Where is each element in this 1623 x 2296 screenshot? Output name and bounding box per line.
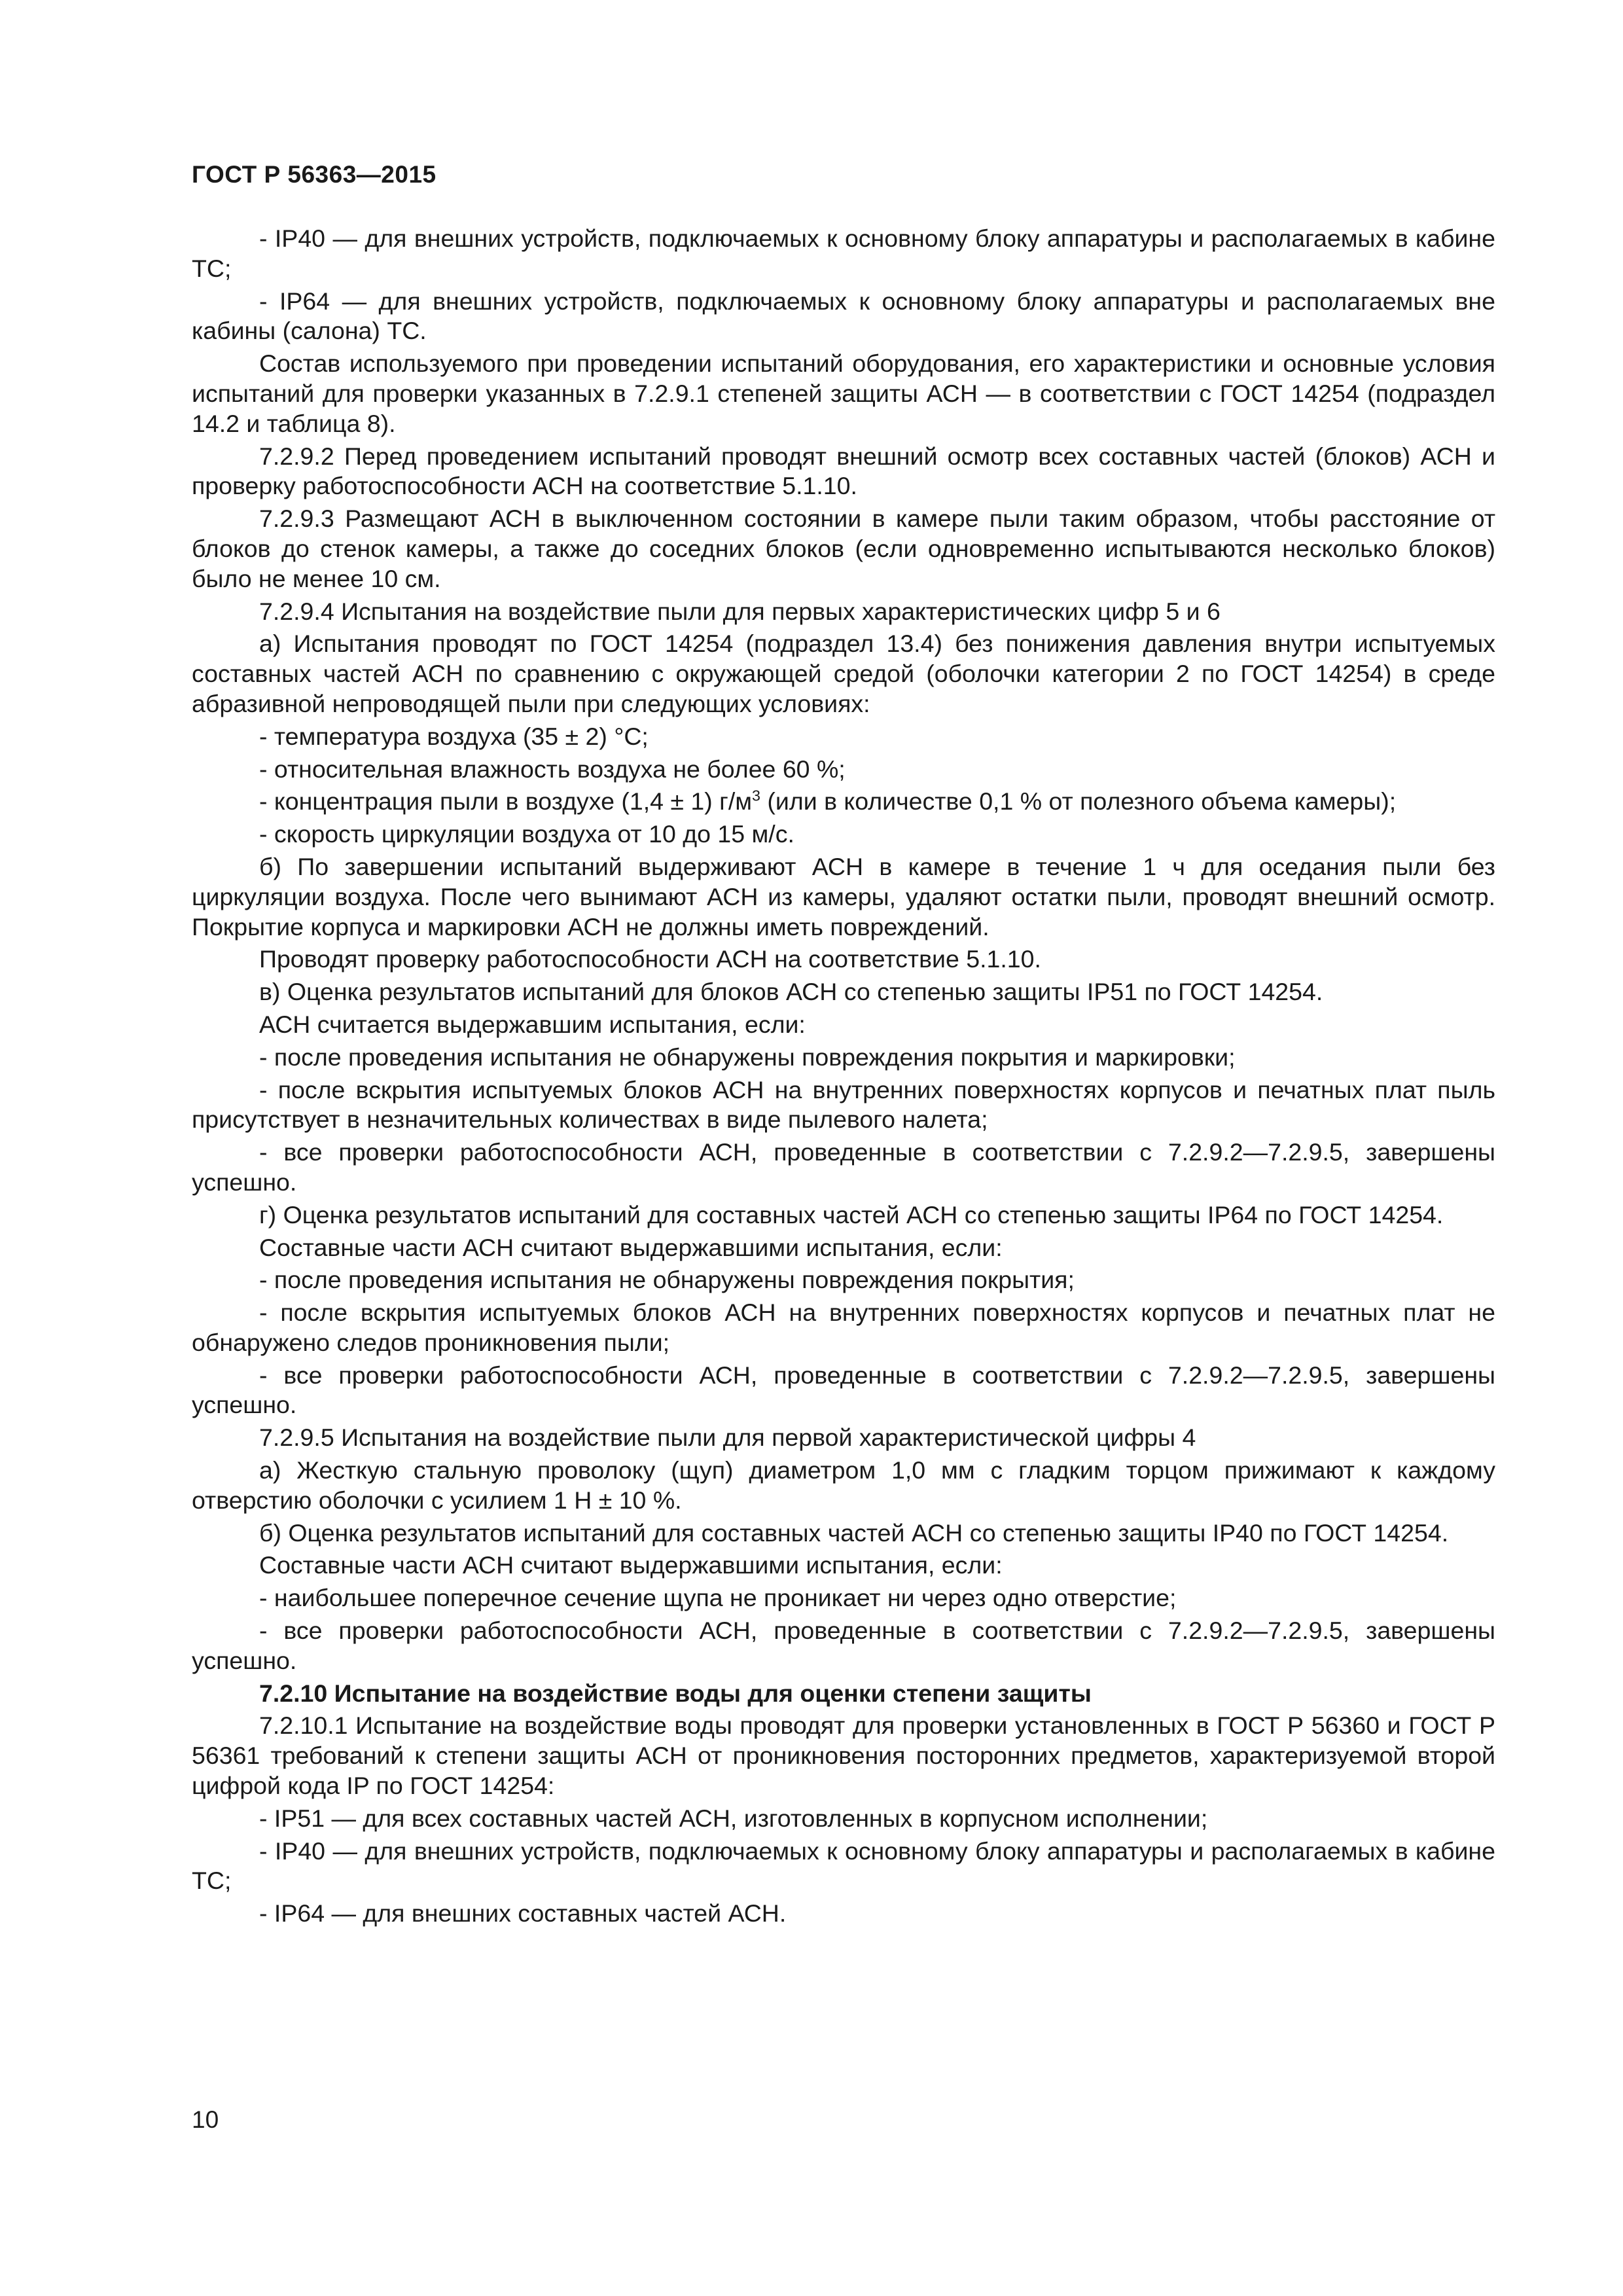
paragraph [192,1551,1495,1581]
paragraph-text: 7.2.9.2 Перед проведением испытаний проводят внешний осмотр всех составных частей (блоков) АСН и проверку работоспособности АСН на соответствие 5.1.10. [192,442,1495,500]
paragraph-text: - после вскрытия испытуемых блоков АСН на внутренних поверхностях корпусов и печатных плат не обнаружено следов проникновения пыли; [192,1299,1495,1356]
paragraph [192,349,1495,439]
paragraph [192,1043,1495,1073]
paragraph-text: б) Оценка результатов испытаний для составных частей АСН со степенью защиты IP40 по ГОСТ 14254. [259,1518,1449,1547]
paragraph-text: г) Оценка результатов испытаний для составных частей АСН со степенью защиты IP64 по ГОСТ 14254. [259,1200,1444,1229]
paragraph-text: 7.2.9.5 Испытания на воздействие пыли для первой характеристической цифры 4 [259,1424,1196,1452]
paragraph-text: - все проверки работоспособности АСН, проведенные в соответствии с 7.2.9.2—7.2.9.5, завершены успешно. [192,1138,1495,1196]
paragraph-text: 7.2.10 Испытание на воздействие воды для оценки степени защиты [259,1679,1092,1707]
paragraph-text: - скорость циркуляции воздуха от 10 до 15 м/с. [259,820,794,848]
paragraph-text: - после проведения испытания не обнаружены повреждения покрытия и маркировки; [259,1043,1236,1071]
paragraph [192,1518,1495,1549]
paragraph-text-continued: (или в количестве 0,1 % от полезного объема камеры); [760,787,1397,816]
paragraph-text: - все проверки работоспособности АСН, проведенные в соответствии с 7.2.9.2—7.2.9.5, завершены успешно. [192,1617,1495,1674]
paragraph [192,1899,1495,1929]
paragraph [192,1804,1495,1834]
paragraph [192,1233,1495,1263]
page-number: 10 [192,2106,219,2133]
paragraph-text: - IP40 — для внешних устройств, подключаемых к основному блоку аппаратуры и располагаемых в кабине ТС; [192,1837,1495,1895]
document-body [192,224,1495,1931]
paragraph [192,1361,1495,1421]
paragraph-text: - IP64 — для внешних составных частей АСН. [259,1899,787,1928]
superscript: 3 [752,787,760,804]
paragraph [192,1837,1495,1897]
paragraph-text: - после проведения испытания не обнаружены повреждения покрытия; [259,1266,1075,1294]
paragraph [192,1616,1495,1676]
paragraph [192,287,1495,347]
paragraph [192,1010,1495,1040]
paragraph [192,977,1495,1007]
paragraph [192,1711,1495,1801]
paragraph-text: - после вскрытия испытуемых блоков АСН на внутренних поверхностях корпусов и печатных плат пыль присутствует в незначительных количествах в виде пылевого налета; [192,1075,1495,1134]
paragraph-text: 7.2.9.4 Испытания на воздействие пыли для первых характеристических цифр 5 и 6 [259,597,1221,625]
paragraph-text: - температура воздуха (35 ± 2) °C; [259,722,649,750]
paragraph-text: - наибольшее поперечное сечение щупа не проникает ни через одно отверстие; [259,1584,1177,1612]
paragraph-text: в) Оценка результатов испытаний для блоков АСН со степенью защиты IP51 по ГОСТ 14254. [259,978,1323,1006]
paragraph-text: 7.2.9.3 Размещают АСН в выключенном состоянии в камере пыли таким образом, чтобы расстояние от блоков до стенок камеры, а также до соседних блоков (если одновременно испытываются несколько блоков) было не менее 10 см. [192,505,1495,592]
paragraph [192,1423,1495,1453]
paragraph [192,1298,1495,1358]
paragraph-text: Составные части АСН считают выдержавшими испытания, если: [259,1551,1003,1579]
paragraph [192,597,1495,627]
paragraph [192,944,1495,975]
paragraph [192,852,1495,942]
paragraph-text: Составные части АСН считают выдержавшими испытания, если: [259,1233,1003,1261]
paragraph-text: - IP51 — для всех составных частей АСН, изготовленных в корпусном исполнении; [259,1804,1208,1832]
paragraph-text: Состав используемого при проведении испытаний оборудования, его характеристики и основные условия испытаний для проверки указанных в 7.2.9.1 степеней защиты АСН — в соответствии с ГОСТ 14254 (подраздел 14.2 и таблица 8). [192,350,1495,437]
paragraph-text: - относительная влажность воздуха не более 60 %; [259,755,846,783]
paragraph [192,629,1495,719]
paragraph-text: б) По завершении испытаний выдерживают АСН в камере в течение 1 ч для оседания пыли без циркуляции воздуха. После чего вынимают АСН из камеры, удаляют остатки пыли, проводят внешний осмотр. Покрытие корпуса и маркировки АСН не должны иметь повреждений. [192,852,1495,941]
paragraph [192,1075,1495,1136]
paragraph-text: 7.2.10.1 Испытание на воздействие воды проводят для проверки установленных в ГОСТ Р 56360 и ГОСТ Р 56361 требований к степени защиты АСН от проникновения посторонних предметов, характеризуемой второй цифрой кода IP по ГОСТ 14254: [192,1712,1495,1800]
paragraph [192,1583,1495,1613]
paragraph [192,224,1495,284]
paragraph [192,442,1495,502]
paragraph [192,1456,1495,1516]
paragraph-text: Проводят проверку работоспособности АСН на соответствие 5.1.10. [259,945,1041,973]
paragraph [192,787,1495,817]
document-header: ГОСТ Р 56363—2015 [192,161,437,188]
paragraph [192,504,1495,594]
paragraph [192,722,1495,752]
paragraph-text: - IP40 — для внешних устройств, подключаемых к основному блоку аппаратуры и располагаемых в кабине ТС; [192,224,1495,282]
paragraph-text: а) Жесткую стальную проволоку (щуп) диаметром 1,0 мм с гладким торцом прижимают к каждому отверстию оболочки с усилием 1 Н ± 10 %. [192,1456,1495,1514]
paragraph [192,1200,1495,1230]
paragraph-text: а) Испытания проводят по ГОСТ 14254 (подраздел 13.4) без понижения давления внутри испытуемых составных частей АСН по сравнению с окружающей средой (оболочки категории 2 по ГОСТ 14254) в среде абразивной непроводящей пыли при следующих условиях: [192,630,1495,717]
paragraph [192,1265,1495,1295]
paragraph [192,755,1495,785]
paragraph-text: - IP64 — для внешних устройств, подключаемых к основному блоку аппаратуры и располагаемых вне кабины (салона) ТС. [192,287,1495,345]
paragraph [192,1138,1495,1198]
section-heading [192,1679,1495,1709]
paragraph [192,819,1495,850]
paragraph-text: АСН считается выдержавшим испытания, если: [259,1010,806,1038]
paragraph-text: - концентрация пыли в воздухе (1,4 ± 1) г/м [259,787,753,816]
paragraph-text: - все проверки работоспособности АСН, проведенные в соответствии с 7.2.9.2—7.2.9.5, завершены успешно. [192,1361,1495,1419]
